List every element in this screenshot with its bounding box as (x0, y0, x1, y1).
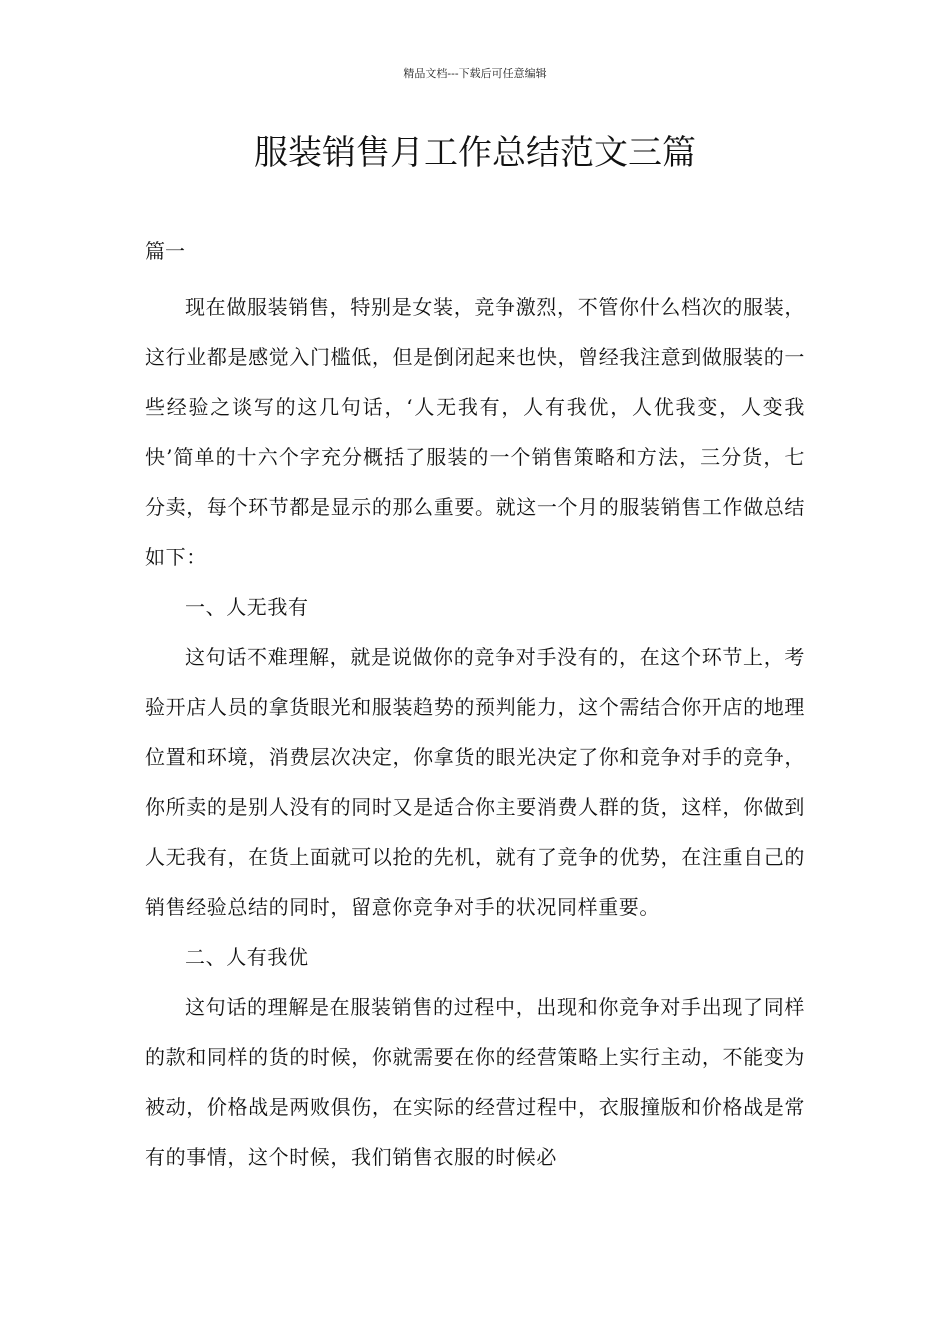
subheading-1: 一、人无我有 (185, 595, 309, 619)
subheading-2: 二、人有我优 (185, 945, 309, 969)
paragraph-intro: 现在做服装销售，特别是女装，竞争激烈，不管你什么档次的服装，这行业都是感觉入门槛低，但是倒闭起来也快，曾经我注意到做服装的一些经验之谈写的这几句话，‘人无我有，人有我优，人优我变，人变我快’简单的十六个字充分概括了服装的一个销售策略和方法，三分货，七分卖，每个环节都是显示的那么重要。就这一个月的服装销售工作做总结如下： (145, 295, 805, 569)
header-note: 精品文档---下载后可任意编辑 (403, 67, 547, 80)
paragraph-2: 这句话的理解是在服装销售的过程中，出现和你竞争对手出现了同样的款和同样的货的时候，你就需要在你的经营策略上实行主动，不能变为被动，价格战是两败俱伤，在实际的经营过程中，衣服撞版和价格战是常有的事情，这个时候，我们销售衣服的时候必 (145, 995, 805, 1169)
paragraph-1: 这句话不难理解，就是说做你的竞争对手没有的，在这个环节上，考验开店人员的拿货眼光和服装趋势的预判能力，这个需结合你开店的地理位置和环境，消费层次决定，你拿货的眼光决定了你和竞争对手的竞争，你所卖的是别人没有的同时又是适合你主要消费人群的货，这样，你做到人无我有，在货上面就可以抢的先机，就有了竞争的优势，在注重自己的销售经验总结的同时，留意你竞争对手的状况同样重要。 (145, 645, 805, 919)
document-title: 服装销售月工作总结范文三篇 (254, 133, 696, 173)
section-label: 篇一 (145, 239, 185, 263)
body-text (145, 282, 805, 1182)
